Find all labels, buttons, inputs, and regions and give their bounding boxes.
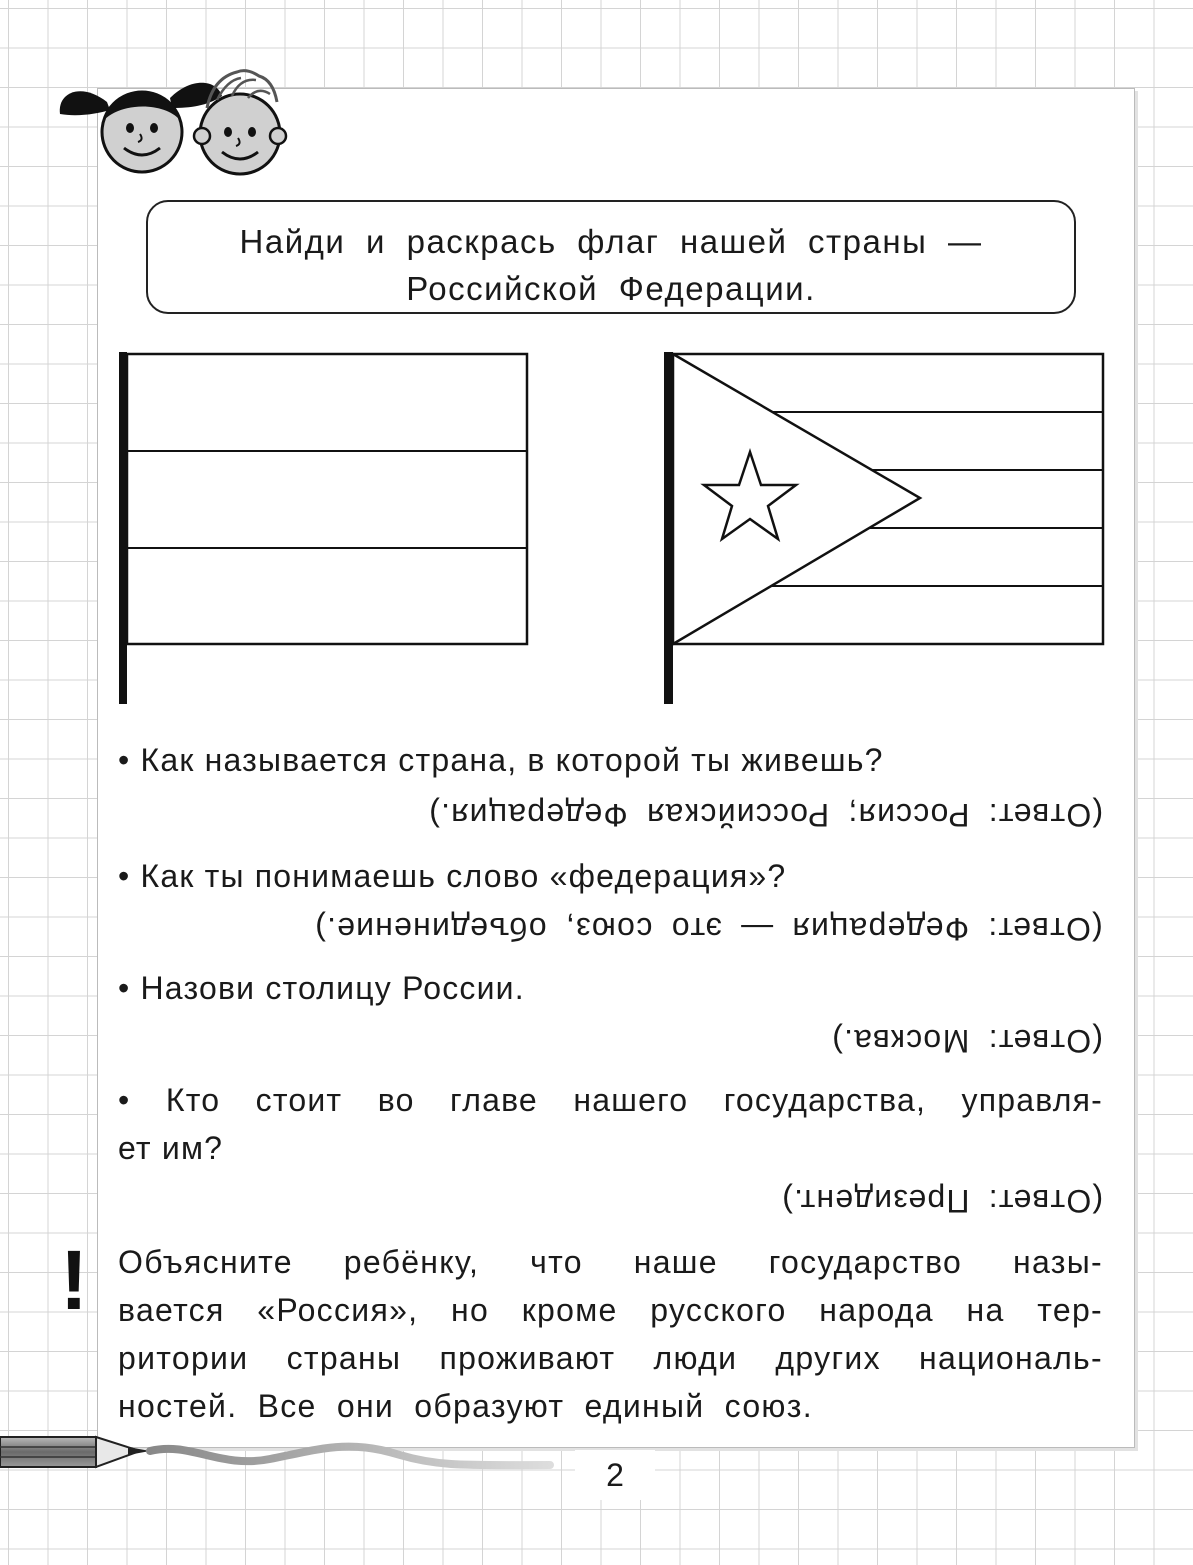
note-line-3: ритории страны проживают люди других националь- (118, 1340, 1103, 1376)
note-line-2: вается «Россия», но кроме русского народа на тер- (118, 1292, 1103, 1328)
task-line-1: Найди и раскрась флаг нашей страны — (239, 223, 983, 260)
question-2: • Как ты понимаешь слово «федерация»? (118, 858, 787, 894)
task-box (146, 200, 1076, 314)
note-line-1: Объясните ребёнку, что наше государство назы- (118, 1244, 1103, 1280)
answer-2-inverted: (Ответ: Федерация — это союз, объединение.) (314, 911, 1103, 947)
question-4-line-1: • Кто стоит во главе нашего государства, управля- (118, 1082, 1103, 1118)
task-line-2: Российской Федерации. (406, 270, 816, 307)
exclamation-icon (60, 1233, 90, 1327)
kids-mascot-icon (52, 62, 302, 178)
flag-pole (664, 352, 673, 704)
question-1: • Как называется страна, в которой ты живешь? (118, 742, 884, 778)
star-triangle-flag-drawing[interactable] (664, 352, 1108, 706)
question-4-line-2: ет им? (118, 1130, 224, 1166)
answer-3-inverted: (Ответ: Москва.) (830, 1023, 1103, 1059)
pencil-icon (0, 1425, 560, 1485)
flag-cloth (127, 354, 527, 644)
page-number: 2 (575, 1450, 655, 1500)
note-line-4: ностей. Все они образуют единый союз. (118, 1388, 813, 1424)
tricolor-flag-drawing[interactable] (116, 352, 532, 706)
parent-note (118, 1238, 1103, 1430)
question-3: • Назови столицу России. (118, 970, 525, 1006)
answer-4-inverted: (Ответ: Президент.) (780, 1183, 1103, 1219)
exclamation-text: ! (60, 1233, 88, 1327)
answer-1-inverted: (Ответ: Россия; Российская Федерация.) (427, 797, 1103, 833)
